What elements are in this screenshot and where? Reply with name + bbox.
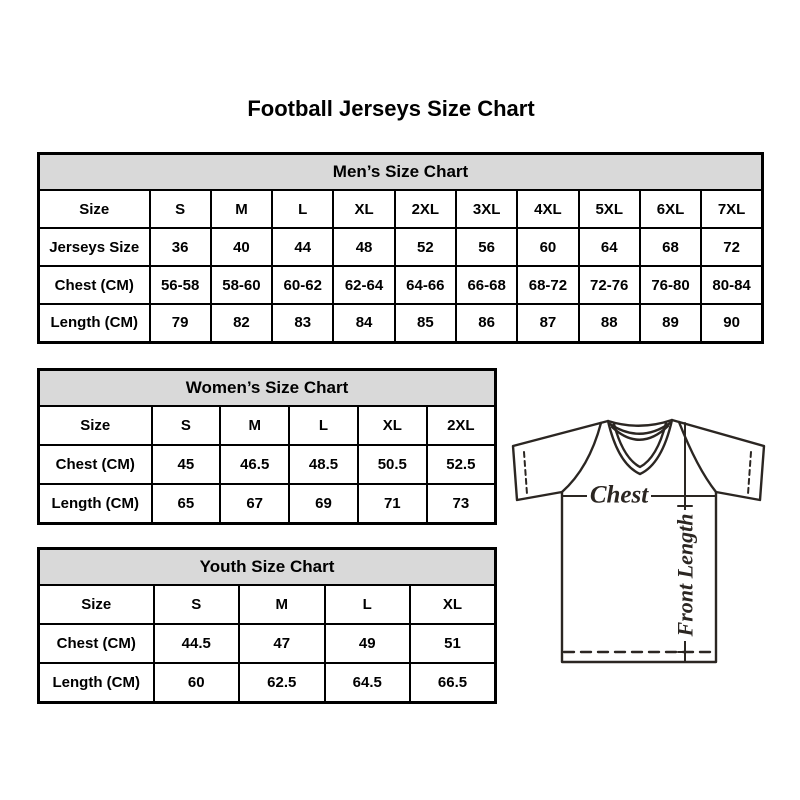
size-value-cell: 48.5	[289, 445, 358, 484]
table-row	[39, 190, 763, 228]
size-value-cell: 5XL	[579, 190, 640, 228]
size-value-cell: 73	[427, 484, 496, 523]
table-row	[39, 406, 496, 445]
chest-label: Chest	[589, 481, 649, 509]
size-value-cell: 52	[395, 228, 456, 266]
size-value-cell: 56-58	[150, 266, 211, 304]
size-value-cell: 71	[358, 484, 427, 523]
table-row	[39, 484, 496, 523]
size-value-cell: 65	[152, 484, 221, 523]
size-value-cell: 51	[410, 624, 496, 663]
size-value-cell: 6XL	[640, 190, 701, 228]
table-row	[39, 445, 496, 484]
row-label: Length (CM)	[39, 663, 154, 702]
size-value-cell: 80-84	[701, 266, 762, 304]
size-value-cell: 64-66	[395, 266, 456, 304]
size-value-cell: M	[239, 585, 325, 624]
size-value-cell: 64	[579, 228, 640, 266]
size-value-cell: 86	[456, 304, 517, 342]
size-value-cell: 68	[640, 228, 701, 266]
mens-size-table	[37, 152, 764, 344]
size-value-cell: 88	[579, 304, 640, 342]
size-value-cell: 58-60	[211, 266, 272, 304]
table-row	[39, 585, 496, 624]
mens-table-caption: Men’s Size Chart	[39, 154, 763, 191]
row-label: Size	[39, 406, 152, 445]
size-value-cell: 62.5	[239, 663, 325, 702]
row-label: Length (CM)	[39, 304, 150, 342]
size-value-cell: 44	[272, 228, 333, 266]
size-value-cell: M	[220, 406, 289, 445]
size-value-cell: 44.5	[154, 624, 240, 663]
size-value-cell: 67	[220, 484, 289, 523]
size-value-cell: 68-72	[517, 266, 578, 304]
size-value-cell: 90	[701, 304, 762, 342]
youth-table-caption: Youth Size Chart	[39, 549, 496, 586]
size-value-cell: 2XL	[427, 406, 496, 445]
size-value-cell: 60	[154, 663, 240, 702]
size-value-cell: 87	[517, 304, 578, 342]
size-value-cell: 45	[152, 445, 221, 484]
size-value-cell: 50.5	[358, 445, 427, 484]
size-value-cell: M	[211, 190, 272, 228]
table-row	[39, 624, 496, 663]
table-row	[39, 304, 763, 342]
size-value-cell: XL	[358, 406, 427, 445]
size-value-cell: 72-76	[579, 266, 640, 304]
size-value-cell: 76-80	[640, 266, 701, 304]
size-value-cell: 46.5	[220, 445, 289, 484]
size-value-cell: 62-64	[333, 266, 394, 304]
row-label: Size	[39, 585, 154, 624]
size-value-cell: 60-62	[272, 266, 333, 304]
size-value-cell: XL	[410, 585, 496, 624]
size-value-cell: 85	[395, 304, 456, 342]
size-value-cell: 66.5	[410, 663, 496, 702]
size-value-cell: XL	[333, 190, 394, 228]
row-label: Chest (CM)	[39, 445, 152, 484]
row-label: Chest (CM)	[39, 624, 154, 663]
row-label: Chest (CM)	[39, 266, 150, 304]
size-value-cell: 52.5	[427, 445, 496, 484]
size-value-cell: 56	[456, 228, 517, 266]
size-value-cell: 36	[150, 228, 211, 266]
size-value-cell: L	[272, 190, 333, 228]
jersey-measurement-diagram-icon	[498, 404, 780, 678]
size-value-cell: S	[152, 406, 221, 445]
size-value-cell: 2XL	[395, 190, 456, 228]
size-value-cell: S	[154, 585, 240, 624]
size-value-cell: S	[150, 190, 211, 228]
size-value-cell: 66-68	[456, 266, 517, 304]
size-value-cell: 82	[211, 304, 272, 342]
womens-size-table	[37, 368, 497, 525]
front-length-label: Front Length	[672, 513, 698, 637]
size-value-cell: 79	[150, 304, 211, 342]
size-value-cell: 89	[640, 304, 701, 342]
size-value-cell: 69	[289, 484, 358, 523]
table-caption-row	[39, 154, 763, 191]
size-value-cell: 40	[211, 228, 272, 266]
jersey-outline	[513, 420, 764, 662]
size-value-cell: 83	[272, 304, 333, 342]
size-value-cell: 48	[333, 228, 394, 266]
size-value-cell: 60	[517, 228, 578, 266]
size-value-cell: 49	[325, 624, 411, 663]
row-label: Size	[39, 190, 150, 228]
size-value-cell: 84	[333, 304, 394, 342]
size-value-cell: 72	[701, 228, 762, 266]
size-value-cell: 64.5	[325, 663, 411, 702]
size-value-cell: 4XL	[517, 190, 578, 228]
size-value-cell: 3XL	[456, 190, 517, 228]
row-label: Length (CM)	[39, 484, 152, 523]
size-value-cell: 47	[239, 624, 325, 663]
table-row	[39, 663, 496, 702]
page-title: Football Jerseys Size Chart	[247, 96, 535, 121]
table-caption-row	[39, 370, 496, 407]
size-value-cell: L	[289, 406, 358, 445]
table-caption-row	[39, 549, 496, 586]
size-value-cell: 7XL	[701, 190, 762, 228]
row-label: Jerseys Size	[39, 228, 150, 266]
table-row	[39, 228, 763, 266]
youth-size-table	[37, 547, 497, 704]
size-value-cell: L	[325, 585, 411, 624]
table-row	[39, 266, 763, 304]
womens-table-caption: Women’s Size Chart	[39, 370, 496, 407]
